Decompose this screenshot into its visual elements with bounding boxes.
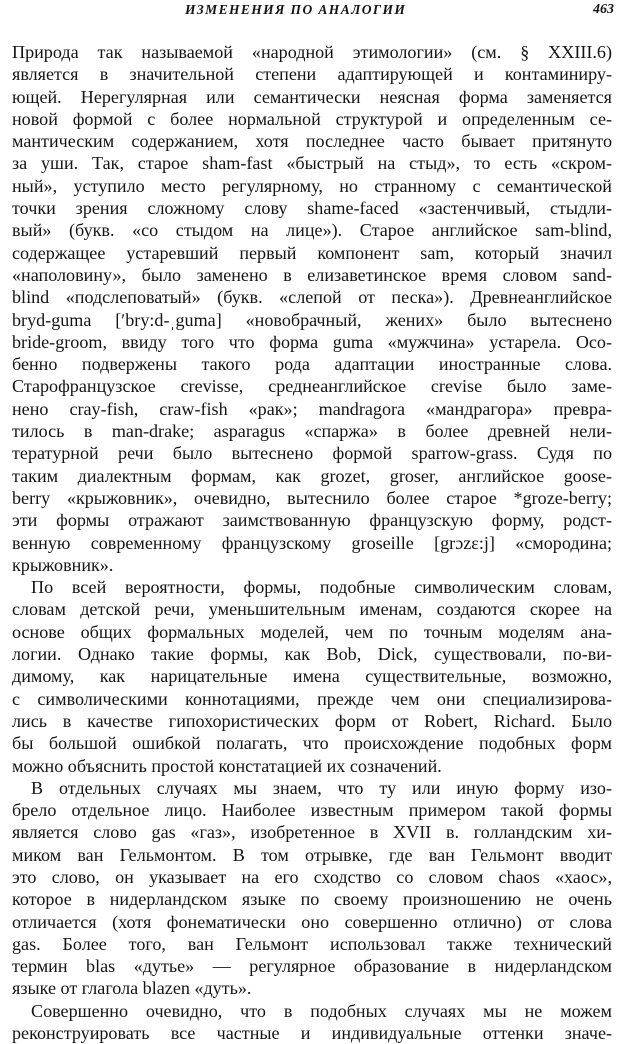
text-line: реконструировать все частные и индивидуальные оттенки значе- bbox=[12, 1023, 612, 1044]
text-line: языке от глагола blazen «дуть». bbox=[12, 978, 252, 999]
paragraph bbox=[12, 1000, 612, 1044]
text-line: миком ван Гельмонтом. В том отрывке, где ван Гельмонт вводит bbox=[12, 844, 612, 865]
text-line: bride-groom, ввиду того что форма guma «мужчина» устарела. Осо- bbox=[12, 331, 612, 352]
text-line: Совершенно очевидно, что в подобных случаях мы не можем bbox=[31, 1000, 612, 1021]
text-line: отличается (хотя фонематически оно совершенно отлично) от слова bbox=[12, 911, 612, 932]
text-line: gas. Более того, ван Гельмонт использовал также технический bbox=[12, 933, 612, 954]
text-line: термин blas «дутье» — регулярное образование в нидерландском bbox=[12, 956, 612, 977]
text-line: является слово gas «газ», изобретенное в XVII в. голландским хи- bbox=[12, 822, 612, 843]
text-line: По всей вероятности, формы, подобные символическим словам, bbox=[31, 577, 612, 598]
text-line: является в значительной степени адаптирующей и контаминиру- bbox=[12, 64, 612, 85]
text-line: blind «подслеповатый» (букв. «слепой от песка»). Древнеанглийское bbox=[12, 287, 612, 308]
text-line: новой формой с более нормальной структурой и определенным се- bbox=[12, 108, 612, 129]
text-line: бы большой ошибкой полагать, что происхождение подобных форм bbox=[12, 733, 612, 754]
text-line: «наполовину», было заменено в елизаветинское время словом sand- bbox=[12, 264, 612, 285]
text-line: тилось в man-drake; asparagus «спаржа» в более древней нели- bbox=[12, 421, 612, 442]
text-line: ющей. Нерегулярная или семантически неясная форма заменяется bbox=[12, 86, 612, 107]
text-line: венную современному французскому groseille [grɔzɛ:j] «смородина; bbox=[12, 532, 612, 553]
text-line: мантическим содержанием, хотя последнее часто бывает притянуто bbox=[12, 131, 612, 152]
paragraph bbox=[12, 41, 612, 576]
text-line: таким диалектным формам, как grozet, groser, английское goose- bbox=[12, 465, 612, 486]
text-line: ный», уступило место регулярному, но странному с семантической bbox=[12, 175, 612, 196]
running-header bbox=[0, 2, 620, 20]
text-line: лись в качестве гипохористических форм от Robert, Richard. Было bbox=[12, 710, 612, 731]
text-line: за уши. Так, старое sham-fast «быстрый на стыд», то есть «скром- bbox=[12, 153, 612, 174]
body-text bbox=[12, 41, 612, 1044]
text-line: крыжовник». bbox=[12, 554, 114, 575]
running-title: ИЗМЕНЕНИЯ ПО АНАЛОГИИ bbox=[185, 2, 407, 17]
text-line: димому, как нарицательные имена существительные, возможно, bbox=[12, 666, 612, 687]
paragraph bbox=[12, 576, 612, 777]
text-line: можно объяснить простой констатацией их созначений. bbox=[12, 755, 442, 776]
text-line: тературной речи было вытеснено формой sparrow-grass. Судя по bbox=[12, 443, 612, 464]
text-line: berry «крыжовник», очевидно, вытеснило более старое *groze-berry; bbox=[12, 487, 612, 508]
text-line: эти формы отражают заимствованную французскую форму, родст- bbox=[12, 510, 612, 531]
text-line: Природа так называемой «народной этимологии» (см. § XXIII.6) bbox=[12, 42, 612, 62]
text-line: вый» (букв. «со стыдом на лице»). Старое английское sam-blind, bbox=[12, 220, 612, 241]
text-line: словам детской речи, уменьшительным именам, создаются скорее на bbox=[12, 599, 612, 620]
text-line: основе общих формальных моделей, чем по точным моделям ана- bbox=[12, 621, 612, 642]
text-line: это слово, он указывает на его сходство со словом chaos «хаос», bbox=[12, 866, 612, 887]
text-line: нено cray-fish, craw-fish «рак»; mandragora «мандрагора» превра- bbox=[12, 398, 612, 419]
text-line: брело отдельное лицо. Наиболее известным примером такой формы bbox=[12, 800, 612, 821]
text-line: бенно подвержены такого рода адаптации иностранные слова. bbox=[12, 354, 612, 375]
text-line: точки зрения сложному слову shame-faced «застенчивый, стыдли- bbox=[12, 198, 612, 219]
page-number: 463 bbox=[593, 2, 614, 17]
text-line: bryd-guma [ʹbry:d-ˌguma] «новобрачный, жених» было вытеснено bbox=[12, 309, 612, 330]
text-line: В отдельных случаях мы знаем, что ту или иную форму изо- bbox=[31, 777, 612, 798]
text-line: логии. Однако такие формы, как Bob, Dick, существовали, по-ви- bbox=[12, 644, 612, 665]
paragraph bbox=[12, 777, 612, 1000]
text-line: с символическими коннотациями, прежде чем они специализирова- bbox=[12, 688, 612, 709]
text-line: содержащее устаревший первый компонент sam, который значил bbox=[12, 242, 612, 263]
text-line: Старофранцузское crevisse, среднеанглийское crevise было заме- bbox=[12, 376, 612, 397]
text-line: которое в нидерландском языке по своему произношению не очень bbox=[12, 889, 612, 910]
